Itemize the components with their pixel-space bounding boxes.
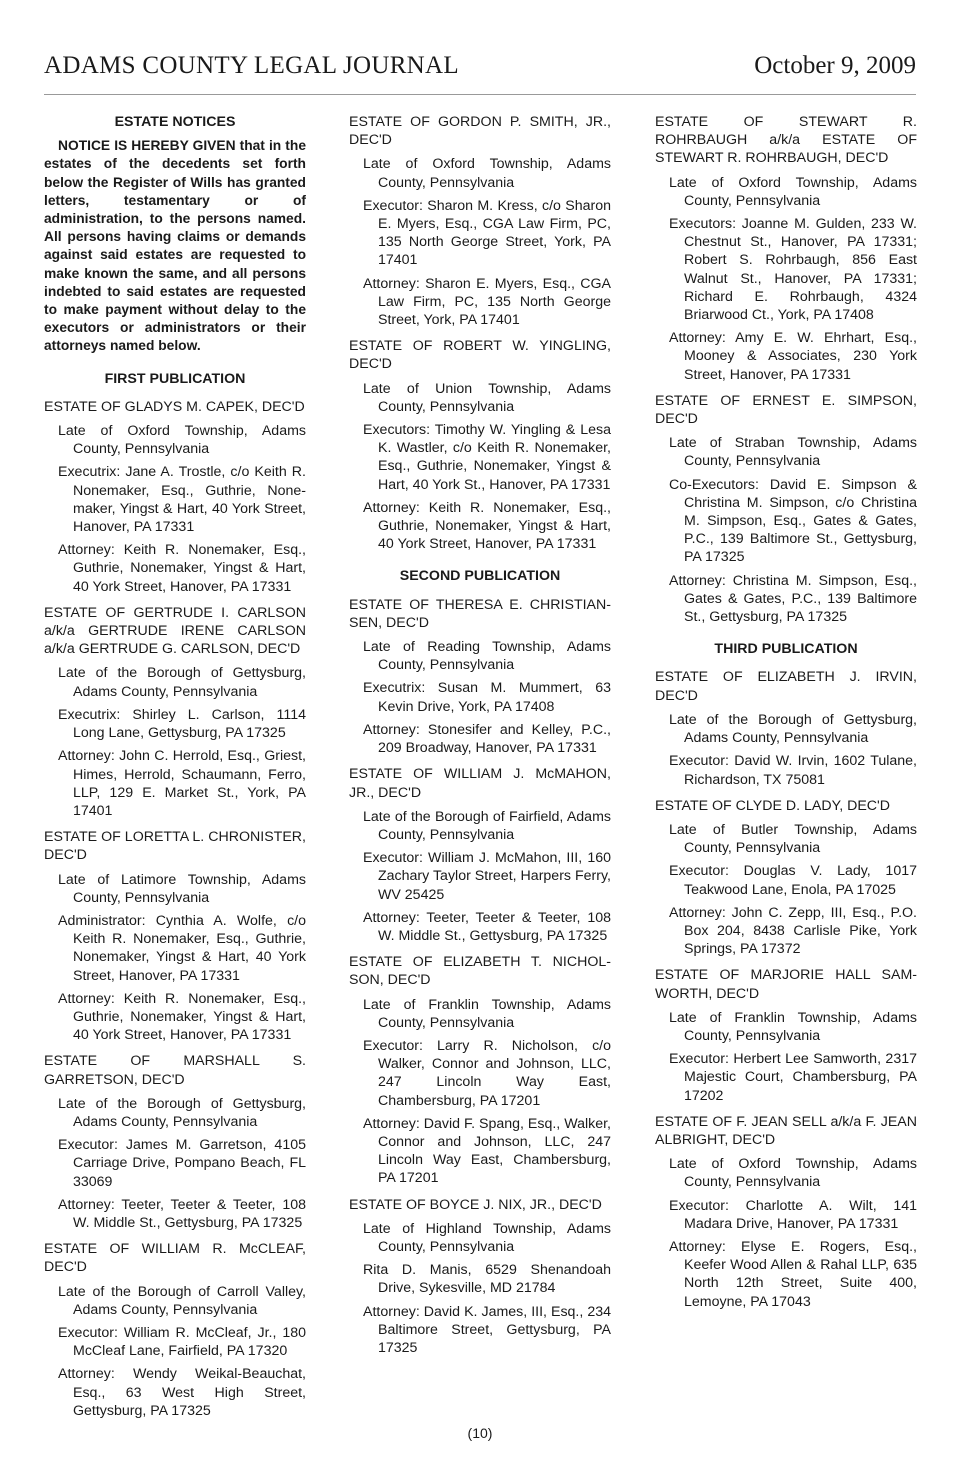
estate-executor: Executors: Timothy W. Yingling & Lesa K. Wastler, c/o Keith R. Nonemaker, Esq., Guthrie, Nonemaker, Yingst & Hart, 40 York St., Hanover, PA 17331: [363, 422, 611, 493]
estate-residence: Late of the Borough of Gettysburg, Adams County, Pennsylvania: [58, 1095, 306, 1130]
estate-attorney: Attorney: Keith R. Nonemaker, Esq., Guthrie, Nonemaker, Yingst & Hart, 40 York Street, Hanover, PA 17331: [58, 542, 306, 595]
estate-executor: Executor: Douglas V. Lady, 1017 Teakwood Lane, Enola, PA 17025: [669, 863, 917, 898]
estate-name: ESTATE OF GERTRUDE I. CARLSON a/k/a GERTRUDE IRENE CARLSON a/k/a GERTRUDE G. CARLSON, DEC'D: [44, 604, 306, 658]
estate-name: ESTATE OF F. JEAN SELL a/k/a F. JEAN ALBRIGHT, DEC'D: [655, 1113, 917, 1148]
estate-attorney: Attorney: Sharon E. Myers, Esq., CGA Law Firm, PC, 135 North George Street, York, PA 17401: [363, 275, 611, 329]
issue-date: October 9, 2009: [754, 52, 916, 79]
page-header: [44, 50, 916, 95]
estate-name: ESTATE OF ELIZABETH J. IRVIN, DEC'D: [655, 669, 917, 704]
estate-notice: [44, 398, 306, 596]
estate-executor: Executrix: Shirley L. Carlson, 1114 Long Lane, Gettysburg, PA 17325: [58, 706, 306, 742]
estate-executor: Executor: Charlotte A. Wilt, 141 Madara Drive, Hanover, PA 17331: [669, 1197, 917, 1232]
estate-executor: Executor: Herbert Lee Samworth, 2317 Majestic Court, Chambersburg, PA 17202: [669, 1051, 917, 1104]
column-1: [44, 113, 306, 1428]
page-number: (10): [467, 1425, 493, 1441]
estate-name: ESTATE OF THERESA E. CHRISTIAN-SEN, DEC'D: [349, 596, 611, 631]
column-2: [349, 113, 611, 1365]
journal-title: ADAMS COUNTY LEGAL JOURNAL: [44, 52, 459, 79]
estate-residence: Late of Oxford Township, Adams County, Pennsylvania: [363, 156, 611, 191]
notice-intro: NOTICE IS HEREBY GIVEN that in the estates of the decedents set forth below the Register of Wills has granted letters, testamentary or of administration, to the persons named. All persons having claims or demands against said estates are requested to make known the same, and all persons indebted to said estates are requested to make payment without delay to the executors or administrators or their attorneys named below.: [44, 138, 306, 354]
estate-residence: Late of Union Township, Adams County, Pennsylvania: [363, 380, 611, 415]
estate-notice: [349, 113, 611, 329]
estate-residence: Late of the Borough of Fairfield, Adams County, Pennsylvania: [363, 808, 611, 843]
estate-residence: Late of Highland Township, Adams County, Pennsylvania: [363, 1220, 611, 1255]
estate-residence: Late of Reading Township, Adams County, Pennsylvania: [363, 639, 611, 674]
estate-name: ESTATE OF WILLIAM J. McMAHON, JR., DEC'D: [349, 766, 611, 801]
estate-notice: [349, 596, 611, 758]
estate-name: ESTATE OF LORETTA L. CHRONISTER, DEC'D: [44, 829, 306, 864]
third-publication-heading: THIRD PUBLICATION: [714, 641, 858, 658]
estate-executor: Executors: Joanne M. Gulden, 233 W. Chestnut St., Hanover, PA 17331; Robert S. Rohrbaugh, 856 East Walnut St., Hanover, PA 17331; Richard E. Rohrbaugh, 4324 Briarwood Ct., York, PA 17408: [669, 216, 917, 324]
estate-attorney: Attorney: Wendy Weikal-Beauchat, Esq., 63 West High Street, Gettysburg, PA 17325: [58, 1366, 306, 1419]
estate-notice: [349, 1196, 611, 1358]
estate-residence: Late of Oxford Township, Adams County, Pennsylvania: [669, 1156, 917, 1191]
estate-executor: Executor: James M. Garretson, 4105 Carriage Drive, Pompano Beach, FL 33069: [58, 1137, 306, 1190]
estate-notice: [655, 392, 917, 626]
estate-notice: [655, 966, 917, 1104]
estate-attorney: Attorney: Stonesifer and Kelley, P.C., 209 Broadway, Hanover, PA 17331: [363, 721, 611, 757]
estate-name: ESTATE OF STEWART R. ROHRBAUGH a/k/a ESTATE OF STEWART R. ROHRBAUGH, DEC'D: [655, 114, 917, 167]
estate-attorney: Attorney: Teeter, Teeter & Teeter, 108 W. Middle St., Gettysburg, PA 17325: [363, 909, 611, 944]
first-publication-heading: FIRST PUBLICATION: [104, 370, 246, 387]
estate-attorney: Attorney: David F. Spang, Esq., Walker, Connor and Johnson, LLC, 247 Lincoln Way East, Chambersburg, PA 17201: [363, 1115, 611, 1187]
estate-attorney: Attorney: Keith R. Nonemaker, Esq., Guthrie, Nonemaker, Yingst & Hart, 40 York Street, Hanover, PA 17331: [58, 990, 306, 1044]
estate-name: ESTATE OF MARJORIE HALL SAM-WORTH, DEC'D: [655, 967, 917, 1002]
estate-name: ESTATE OF CLYDE D. LADY, DEC'D: [655, 797, 891, 814]
estate-name: ESTATE OF GLADYS M. CAPEK, DEC'D: [44, 398, 305, 415]
estate-attorney: Attorney: Christina M. Simpson, Esq., Gates & Gates, P.C., 139 Baltimore St., Gettysburg, PA 17325: [669, 572, 917, 626]
estate-executor: Executor: David W. Irvin, 1602 Tulane, Richardson, TX 75081: [669, 753, 917, 788]
estate-notice: [655, 668, 917, 788]
estate-executor: Executor: Sharon M. Kress, c/o Sharon E. Myers, Esq., CGA Law Firm, PC, 135 North George Street, York, PA 17401: [363, 197, 611, 269]
estate-residence: Late of Butler Township, Adams County, Pennsylvania: [669, 821, 917, 857]
estate-notice: [349, 953, 611, 1187]
estate-notice: [44, 1240, 306, 1420]
estate-notice: [44, 1052, 306, 1232]
estate-name: ESTATE OF ELIZABETH T. NICHOL-SON, DEC'D: [349, 954, 611, 989]
estate-executor: Administrator: Cynthia A. Wolfe, c/o Keith R. Nonemaker, Esq., Guthrie, Nonemaker, Yingst & Hart, 40 York Street, Hanover, PA 17331: [58, 912, 306, 984]
estate-residence: Late of Straban Township, Adams County, Pennsylvania: [669, 435, 917, 470]
estate-name: ESTATE OF MARSHALL S. GARRETSON, DEC'D: [44, 1053, 306, 1088]
estate-notice: [655, 1113, 917, 1311]
estate-attorney: Attorney: Keith R. Nonemaker, Esq., Guthrie, Nonemaker, Yingst & Hart, 40 York Street, Hanover, PA 17331: [363, 499, 611, 553]
estate-notice: [349, 337, 611, 553]
estate-residence: Late of the Borough of Gettysburg, Adams County, Pennsylvania: [669, 711, 917, 747]
estate-attorney: Attorney: David K. James, III, Esq., 234 Baltimore Street, Gettysburg, PA 17325: [363, 1303, 611, 1356]
estate-residence: Late of the Borough of Gettysburg, Adams County, Pennsylvania: [58, 665, 306, 700]
estate-residence: Late of Latimore Township, Adams County, Pennsylvania: [58, 871, 306, 906]
estate-notice: [44, 604, 306, 820]
estate-attorney: Attorney: Amy E. W. Ehrhart, Esq., Mooney & Associates, 230 York Street, Hanover, PA 17331: [669, 330, 917, 383]
estate-notice: [349, 765, 611, 945]
estate-notice: [655, 797, 917, 959]
estate-executor: Co-Executors: David E. Simpson & Christina M. Simpson, c/o Christina M. Simpson, Esq., Gates & Gates, P.C., 139 Baltimore St., Gettysburg, PA 17325: [669, 476, 917, 566]
estate-attorney: Attorney: Elyse E. Rogers, Esq., Keefer Wood Allen & Rahal LLP, 635 North 12th Street, Suite 400, Lemoyne, PA 17043: [669, 1238, 917, 1310]
estate-executor: Executor: William J. McMahon, III, 160 Zachary Taylor Street, Harpers Ferry, WV 25425: [363, 850, 611, 903]
estate-residence: Late of Franklin Township, Adams County, Pennsylvania: [669, 1009, 917, 1044]
second-publication-heading: SECOND PUBLICATION: [399, 568, 561, 585]
estate-attorney: Attorney: Teeter, Teeter & Teeter, 108 W. Middle St., Gettysburg, PA 17325: [58, 1196, 306, 1231]
estate-name: ESTATE OF GORDON P. SMITH, JR., DEC'D: [349, 114, 611, 149]
estate-executor: Rita D. Manis, 6529 Shenandoah Drive, Sykesville, MD 21784: [363, 1262, 611, 1297]
estate-notice: [44, 828, 306, 1044]
estate-name: ESTATE OF ERNEST E. SIMPSON, DEC'D: [655, 392, 917, 428]
estate-residence: Late of Oxford Township, Adams County, Pennsylvania: [669, 174, 917, 209]
section-heading: ESTATE NOTICES: [114, 114, 236, 130]
estate-attorney: Attorney: John C. Herrold, Esq., Griest, Himes, Herrold, Schaumann, Ferro, LLP, 129 E. Market St., York, PA 17401: [58, 748, 306, 819]
estate-name: ESTATE OF WILLIAM R. McCLEAF, DEC'D: [44, 1241, 306, 1276]
estate-residence: Late of the Borough of Carroll Valley, Adams County, Pennsylvania: [58, 1283, 306, 1318]
estate-executor: Executor: Larry R. Nicholson, c/o Walker, Connor and Johnson, LLC, 247 Lincoln Way East, Chambersburg, PA 17201: [363, 1037, 611, 1109]
column-3: [655, 113, 917, 1319]
estate-attorney: Attorney: John C. Zepp, III, Esq., P.O. Box 204, 8438 Carlisle Pike, York Springs, PA 17372: [669, 904, 917, 958]
estate-executor: Executor: William R. McCleaf, Jr., 180 McCleaf Lane, Fairfield, PA 17320: [58, 1324, 306, 1360]
estate-executor: Executrix: Jane A. Trostle, c/o Keith R. Nonemaker, Esq., Guthrie, None-maker, Yingst & Hart, 40 York Street, Hanover, PA 17331: [58, 464, 306, 536]
estate-executor: Executrix: Susan M. Mummert, 63 Kevin Drive, York, PA 17408: [363, 680, 611, 715]
estate-name: ESTATE OF ROBERT W. YINGLING, DEC'D: [349, 338, 611, 373]
estate-notice: [655, 113, 917, 384]
estate-residence: Late of Franklin Township, Adams County, Pennsylvania: [363, 996, 611, 1031]
estate-residence: Late of Oxford Township, Adams County, Pennsylvania: [58, 423, 306, 458]
estate-name: ESTATE OF BOYCE J. NIX, JR., DEC'D: [349, 1196, 602, 1213]
